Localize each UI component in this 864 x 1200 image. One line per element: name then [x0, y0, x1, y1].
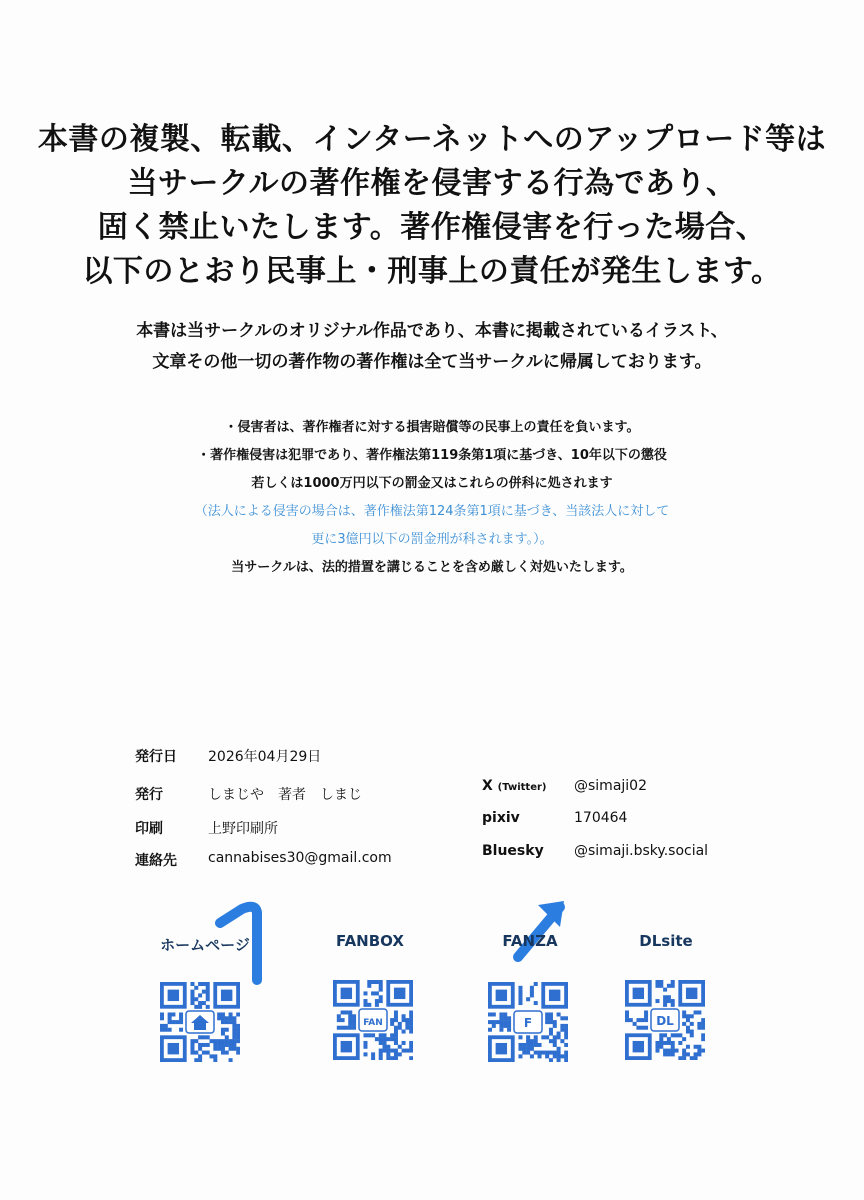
headline-line-4: 以下のとおり民事上・刑事上の責任が発生します。: [82, 254, 782, 289]
bluesky-handle[interactable]: @simaji.bsky.social: [574, 843, 709, 859]
date-label: 発行日: [135, 749, 177, 765]
qr-label-fanza: FANZA: [502, 932, 558, 950]
printer-value: 上野印刷所: [208, 821, 278, 837]
x-handle[interactable]: @simaji02: [574, 778, 647, 794]
qr-finder: [490, 984, 513, 1007]
qr-pattern: [160, 982, 240, 1062]
qr-finder: [627, 982, 650, 1005]
qr-code-homepage[interactable]: [160, 982, 240, 1062]
publisher-value: しまじや 著者 しまじ: [208, 787, 362, 803]
f-icon: F: [523, 1016, 533, 1030]
legal-notes: [0, 414, 864, 582]
note-action: 当サークルは、法的措置を講じることを含め厳しく対処いたします。: [231, 560, 633, 575]
note-criminal: ・著作権侵害は犯罪であり、著作権法第119条第1項に基づき、10年以下の懲役: [197, 448, 667, 463]
pixiv-label: pixiv: [482, 810, 520, 826]
qr-finder: [215, 984, 238, 1007]
qr-finder: [388, 982, 411, 1005]
headline-line-2: 当サークルの著作権を侵害する行為であり、: [127, 166, 737, 201]
contact-label: 連絡先: [135, 853, 177, 869]
note-corporate-cont: 更に3億円以下の罰金刑が科されます。）。: [311, 532, 553, 547]
note-corporate: （法人による侵害の場合は、著作権法第124条第1項に基づき、当該法人に対して: [194, 504, 670, 519]
fan-icon: FAN: [363, 1018, 383, 1028]
note-civil: ・侵害者は、著作権者に対する損害賠償等の民事上の責任を負います。: [224, 420, 640, 435]
qr-finder: [162, 1037, 185, 1060]
headline-line-1: 本書の複製、転載、インターネットへのアップロード等は: [37, 122, 827, 157]
note-criminal-cont: 若しくは1000万円以下の罰金又はこれらの併科に処されます: [251, 476, 613, 491]
qr-code-fanza[interactable]: [488, 982, 568, 1062]
qr-code-dlsite[interactable]: [625, 980, 705, 1060]
qr-pattern: [488, 982, 568, 1062]
intro-line-1: 本書は当サークルのオリジナル作品であり、本書に掲載されているイラスト、: [136, 321, 728, 341]
qr-pattern: [625, 980, 705, 1060]
qr-finder: [627, 1035, 650, 1058]
intro-line-2: 文章その他一切の著作物の著作権は全て当サークルに帰属しております。: [152, 352, 712, 372]
qr-finder: [543, 984, 566, 1007]
bluesky-label: Bluesky: [482, 843, 544, 859]
qr-label-dlsite: DLsite: [639, 932, 693, 950]
x-label: X (Twitter): [482, 778, 547, 794]
printer-label: 印刷: [135, 821, 163, 837]
headline-line-3: 固く禁止いたします。著作権侵害を行った場合、: [97, 210, 767, 245]
date-value: 2026年04月29日: [208, 749, 322, 765]
copyright-headline: [0, 118, 864, 294]
publisher-label: 発行: [135, 787, 163, 803]
qr-code-fanbox[interactable]: [333, 980, 413, 1060]
pixiv-id[interactable]: 170464: [574, 810, 628, 826]
x-sub-label: (Twitter): [497, 782, 547, 793]
arrow-icon-right: [508, 893, 572, 965]
ownership-statement: [0, 316, 864, 378]
qr-finder: [335, 1035, 358, 1058]
qr-finder: [162, 984, 185, 1007]
contact-email[interactable]: cannabises30@gmail.com: [208, 850, 392, 866]
qr-finder: [680, 982, 703, 1005]
qr-finder: [490, 1037, 513, 1060]
qr-finder: [335, 982, 358, 1005]
dl-icon: DL: [656, 1014, 674, 1028]
qr-pattern: [333, 980, 413, 1060]
qr-label-homepage: ホームページ: [160, 936, 250, 954]
qr-label-fanbox: FANBOX: [336, 932, 404, 950]
